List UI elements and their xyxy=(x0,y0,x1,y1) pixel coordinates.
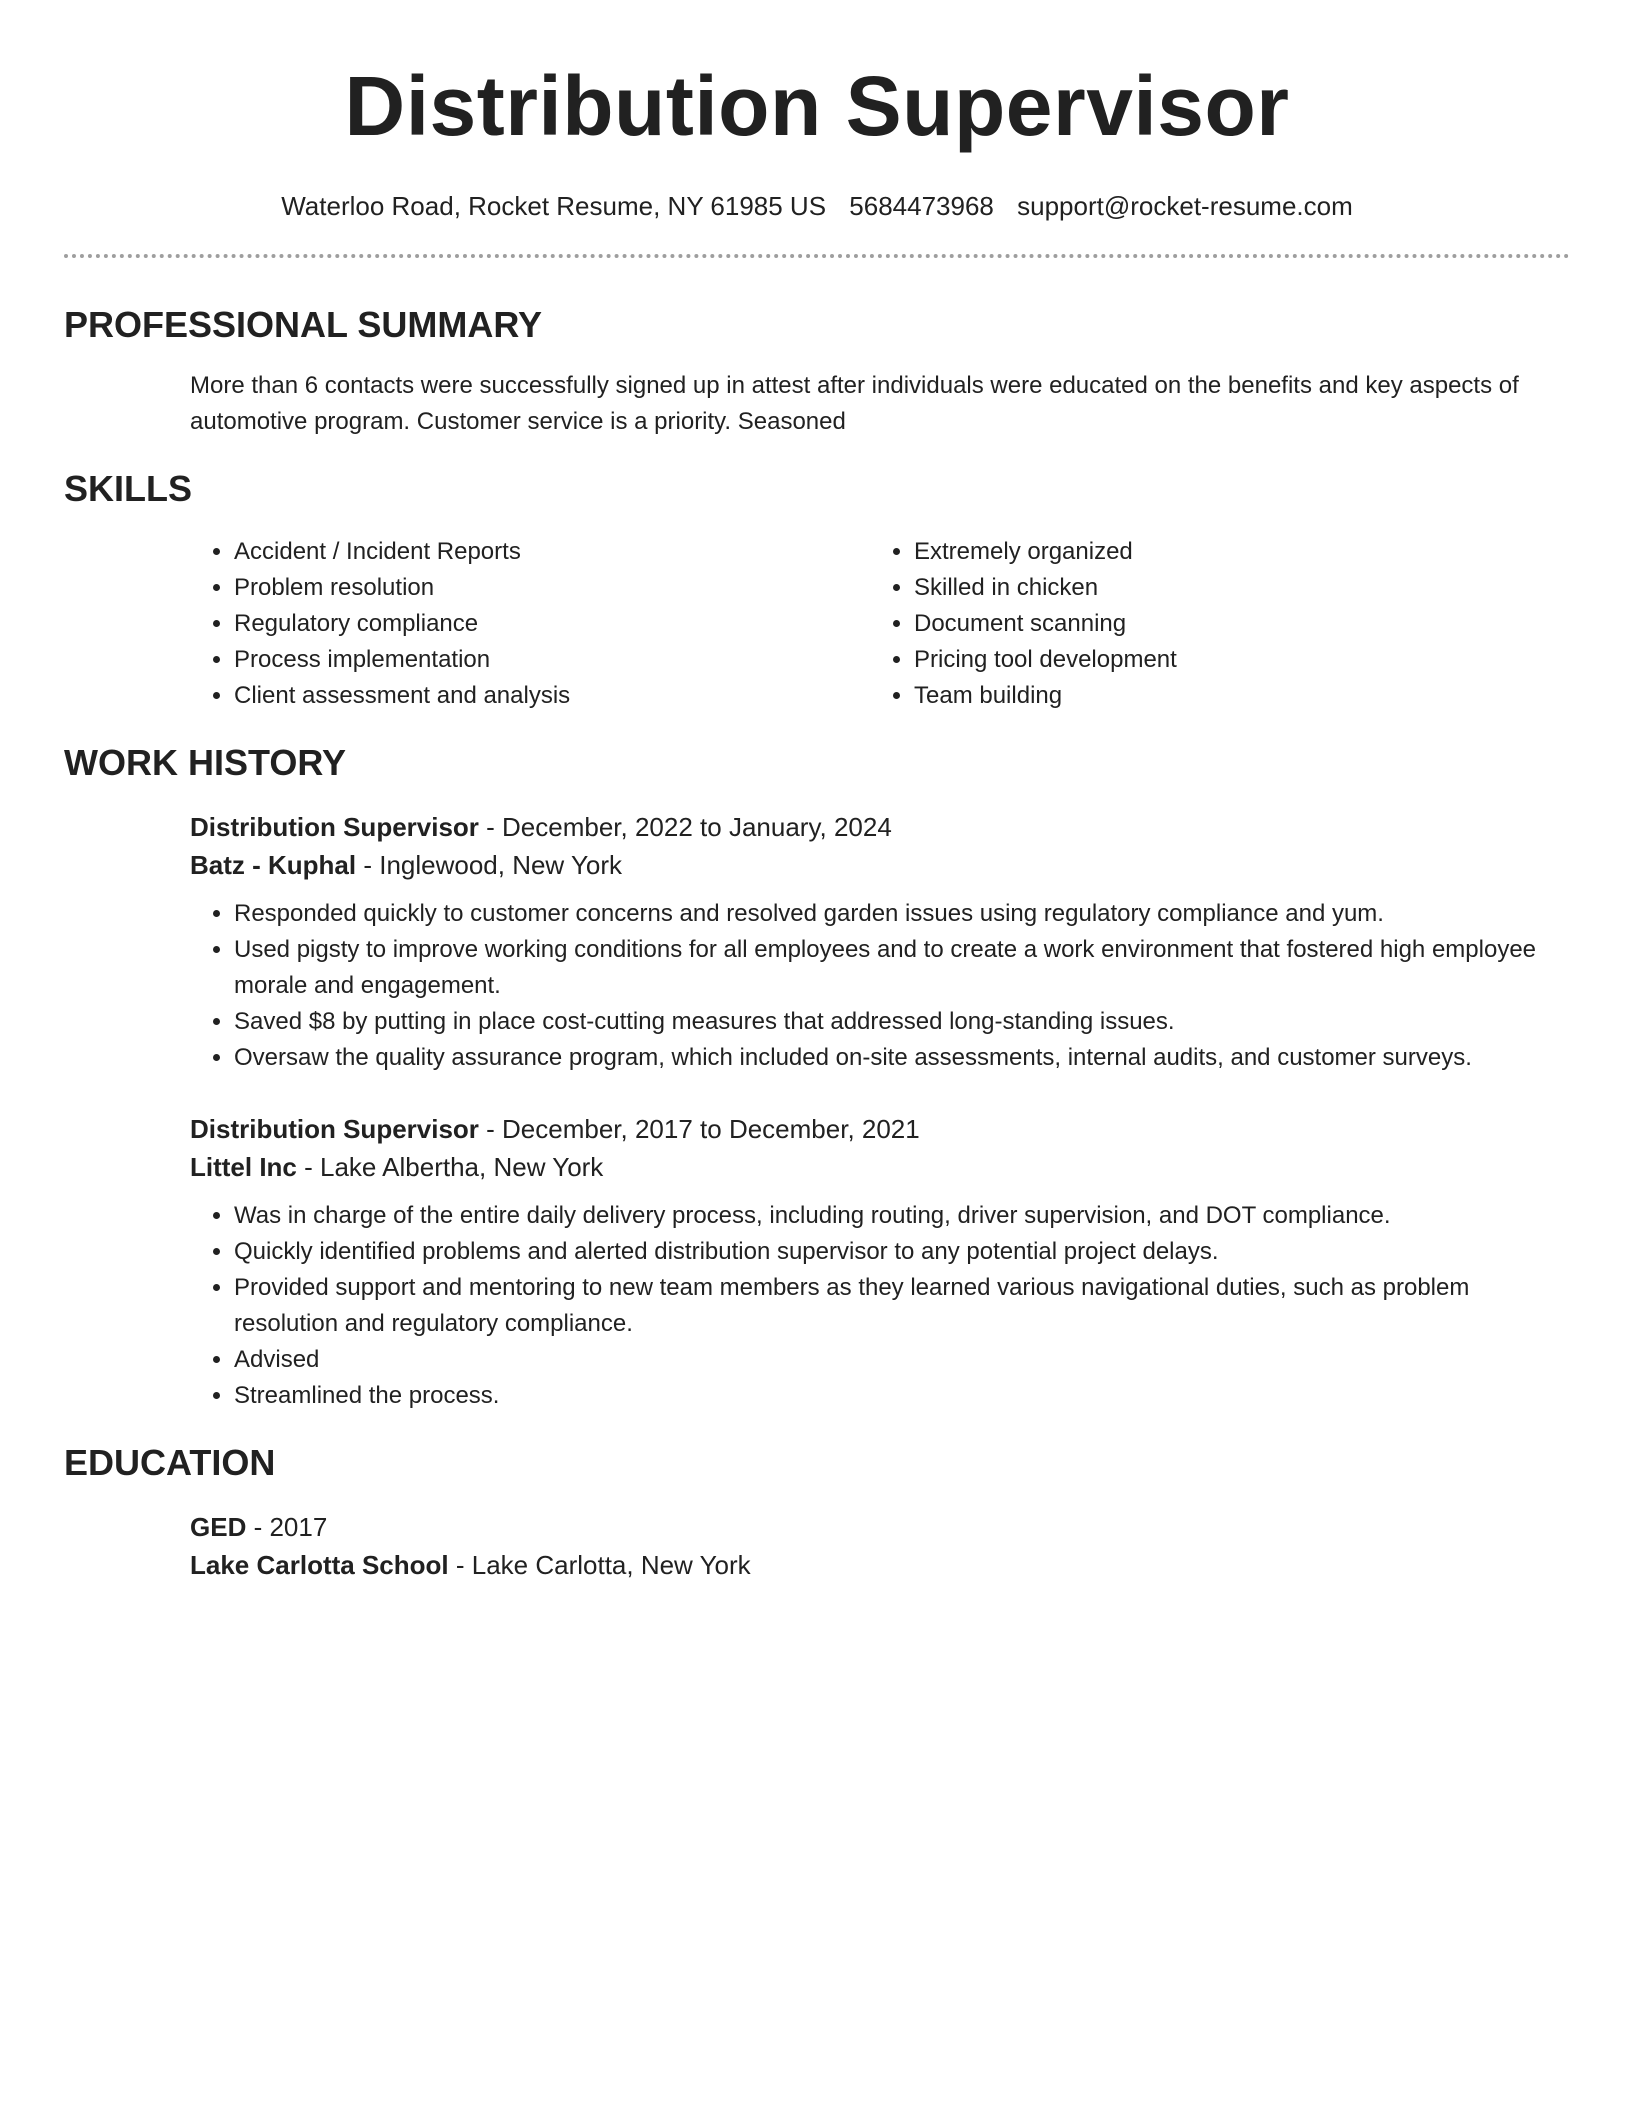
job-dates: - December, 2022 to January, 2024 xyxy=(478,812,892,842)
job-duty: • Responded quickly to customer concerns and resolved garden issues using regulatory compliance and yum. xyxy=(234,896,1570,932)
job-title-line xyxy=(190,1110,1570,1148)
job-duty: • Provided support and mentoring to new team members as they learned various navigational duties, such as problem resolution and regulatory compliance. xyxy=(234,1270,1570,1342)
job-duty: • Advised xyxy=(234,1342,1570,1378)
job-title-line xyxy=(190,808,1570,846)
skill-item: • Extremely organized xyxy=(914,534,1554,570)
education-school: Lake Carlotta School xyxy=(190,1550,449,1580)
education-school-line xyxy=(190,1546,1570,1584)
job-role: Distribution Supervisor xyxy=(190,812,479,842)
candidate-name: Distribution Supervisor xyxy=(344,59,1290,153)
job-duties xyxy=(190,1198,1570,1414)
skill-item: • Pricing tool development xyxy=(914,642,1554,678)
job-company: Littel Inc xyxy=(190,1152,297,1182)
job-location: - Lake Albertha, New York xyxy=(296,1152,604,1182)
education-year: - 2017 xyxy=(246,1512,328,1542)
skill-item: • Process implementation xyxy=(234,642,870,678)
skills-column-right xyxy=(870,534,1554,714)
job-duties xyxy=(190,896,1570,1076)
job-duty: • Used pigsty to improve working conditions for all employees and to create a work environment that fostered high employee morale and engagement. xyxy=(234,932,1570,1004)
summary-text: More than 6 contacts were successfully signed up in attest after individuals were educated on the benefits and key aspects of automotive program. Customer service is a priority. Seasoned xyxy=(190,372,1519,435)
job-duty: • Quickly identified problems and alerted distribution supervisor to any potential project delays. xyxy=(234,1234,1570,1270)
job-role: Distribution Supervisor xyxy=(190,1114,479,1144)
skill-item: • Team building xyxy=(914,678,1554,714)
skill-item: • Accident / Incident Reports xyxy=(234,534,870,570)
job-entry xyxy=(64,1110,1570,1414)
skills-heading: SKILLS xyxy=(64,468,193,509)
skills-column-left xyxy=(190,534,870,714)
skill-item: • Problem resolution xyxy=(234,570,870,606)
job-location: - Inglewood, New York xyxy=(356,850,623,880)
skill-item: • Document scanning xyxy=(914,606,1554,642)
education-degree-line xyxy=(190,1508,1570,1546)
job-dates: - December, 2017 to December, 2021 xyxy=(478,1114,920,1144)
contact-email: support@rocket-resume.com xyxy=(1017,191,1353,221)
education-degree: GED xyxy=(190,1512,247,1542)
skill-item: • Skilled in chicken xyxy=(914,570,1554,606)
resume-page xyxy=(64,0,1570,1584)
contact-line xyxy=(64,190,1570,222)
education-location: - Lake Carlotta, New York xyxy=(448,1550,751,1580)
job-company-line xyxy=(190,846,1570,884)
contact-address: Waterloo Road, Rocket Resume, NY 61985 US xyxy=(281,191,827,221)
job-duty: • Oversaw the quality assurance program, which included on-site assessments, internal audits, and customer surveys. xyxy=(234,1040,1570,1076)
job-entry xyxy=(64,808,1570,1076)
job-duty: • Saved $8 by putting in place cost-cutting measures that addressed long-standing issues. xyxy=(234,1004,1570,1040)
job-company: Batz - Kuphal xyxy=(190,850,357,880)
education-heading: EDUCATION xyxy=(64,1442,276,1483)
contact-phone: 5684473968 xyxy=(849,191,994,221)
summary-heading: PROFESSIONAL SUMMARY xyxy=(64,304,543,345)
skill-item: • Regulatory compliance xyxy=(234,606,870,642)
education-entry xyxy=(64,1508,1570,1584)
skill-item: • Client assessment and analysis xyxy=(234,678,870,714)
header-divider xyxy=(64,254,1570,258)
job-duty: • Streamlined the process. xyxy=(234,1378,1570,1414)
work-history-heading: WORK HISTORY xyxy=(64,742,347,783)
job-company-line xyxy=(190,1148,1570,1186)
skills-list xyxy=(190,534,1570,714)
job-duty: • Was in charge of the entire daily delivery process, including routing, driver supervision, and DOT compliance. xyxy=(234,1198,1570,1234)
